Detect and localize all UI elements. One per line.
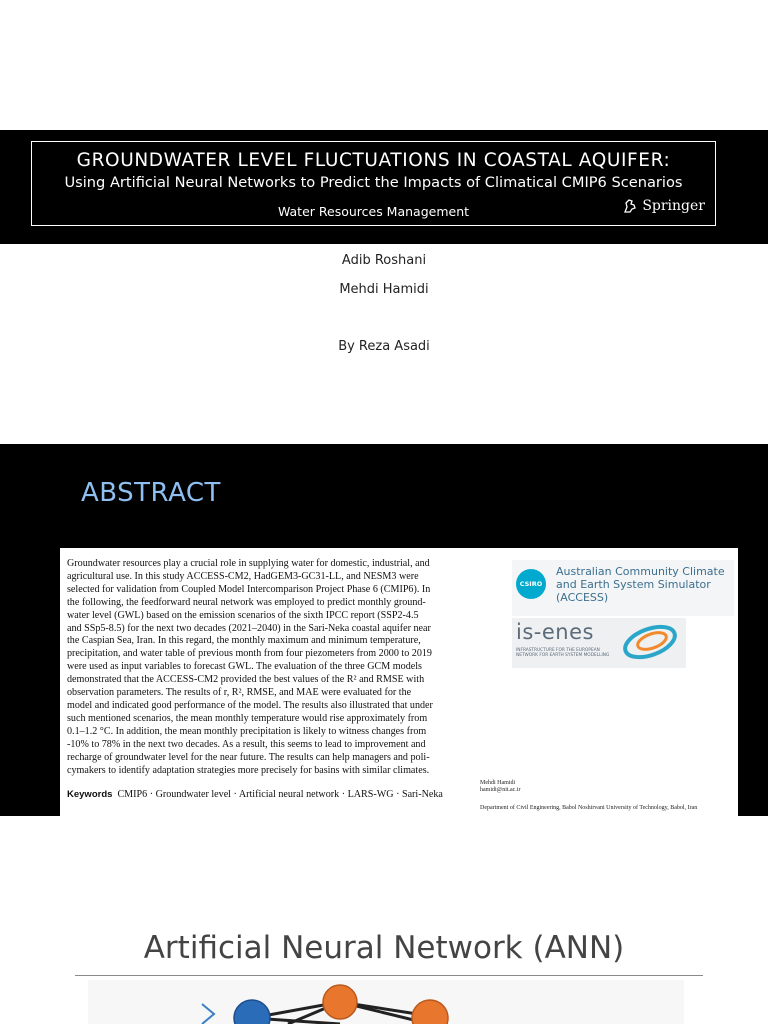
abstract-line: agricultural use. In this study ACCESS-CM2, HadGEM3-GC31-LL, and NESM3 were bbox=[67, 570, 419, 582]
keywords-list: CMIP6 · Groundwater level · Artificial neural network · LARS-WG · Sari-Neka bbox=[117, 789, 443, 801]
paper-subtitle: Using Artificial Neural Networks to Predict the Impacts of Climatical CMIP6 Scenarios bbox=[64, 174, 683, 191]
paper-title: GROUNDWATER LEVEL FLUCTUATIONS IN COASTAL AQUIFER: bbox=[76, 150, 671, 171]
title-banner bbox=[0, 130, 768, 244]
abstract-line: were used as input variables to forecast GWL. The evaluation of the three GCM models bbox=[67, 661, 422, 673]
isenes-tagline: INFRASTRUCTURE FOR THE EUROPEAN NETWORK FOR EARTH SYSTEM MODELLING bbox=[516, 648, 610, 658]
springer-horse-icon bbox=[622, 198, 638, 214]
abstract-line: recharge of groundwater level for the near future. The results can help managers and poli- bbox=[67, 751, 430, 763]
abstract-line: selected for validation from Coupled Model Intercomparison Project Phase 6 (CMIP6). In bbox=[67, 583, 431, 595]
abstract-line: -10% to 78% in the next two decades. As a result, this seems to lead to improvement and bbox=[67, 738, 426, 750]
hidden-node bbox=[323, 985, 357, 1019]
heading-rule bbox=[75, 975, 703, 976]
isenes-swirl-icon bbox=[616, 620, 684, 666]
logos-panel bbox=[466, 548, 738, 816]
journal-name: Water Resources Management bbox=[277, 204, 470, 219]
ann-heading: Artificial Neural Network (ANN) bbox=[143, 930, 625, 966]
keywords-line bbox=[67, 789, 462, 800]
presenter: By Reza Asadi bbox=[338, 339, 430, 354]
csiro-badge: CSIRO bbox=[516, 569, 546, 599]
corresponding-author bbox=[480, 780, 521, 794]
abstract-line: model and indicated good performance of the model. The results also illustrated that under bbox=[67, 699, 433, 711]
paper-excerpt bbox=[0, 548, 768, 816]
author-2: Mehdi Hamidi bbox=[339, 282, 429, 297]
isenes-logo bbox=[512, 618, 686, 668]
abstract-line: precipitation, and water table of previous month from four piezometers from 2000 to 2019 bbox=[67, 648, 432, 660]
abstract-line: the Caspian Sea, Iran. In this regard, the monthly maximum and minimum temperature, bbox=[67, 635, 421, 647]
abstract-line: water level (GWL) based on the emission scenarios of the sixth IPCC report (SSP2-4.5 bbox=[67, 609, 419, 621]
abstract-line: 0.1–1.2 °C. In addition, the mean monthly precipitation is likely to witness changes from bbox=[67, 725, 427, 737]
abstract-line: such mentioned scenarios, the mean monthly temperature would rise approximately from bbox=[67, 712, 428, 724]
abstract-line: and SSp5-8.5) for the next two decades (2021–2040) in the Sari-Neka coastal aquifer near bbox=[67, 622, 431, 634]
access-logo-text: Australian Community Climate and Earth System Simulator (ACCESS) bbox=[556, 565, 725, 604]
corresponding-author-email: hamidi@nit.ac.ir bbox=[480, 787, 521, 793]
abstract-banner bbox=[0, 444, 768, 548]
abstract-line: demonstrated that the ACCESS-CM2 provided the best values of the R² and RMSE with bbox=[67, 674, 425, 686]
abstract-line: cymakers to identify adaptation strategies more precisely for basins with similar climates. bbox=[67, 764, 430, 776]
corresponding-author-name: Mehdi Hamidi bbox=[480, 780, 516, 786]
abstract-line: the following, the feedforward neural network was employed to predict monthly ground- bbox=[67, 596, 426, 608]
keywords-label: Keywords bbox=[67, 789, 113, 801]
affiliation: Department of Civil Engineering, Babol Noshirvani University of Technology, Babol, Iran bbox=[480, 805, 698, 811]
abstract-line: observation parameters. The results of r, R², RMSE, and MAE were evaluated for the bbox=[67, 687, 412, 699]
author-1: Adib Roshani bbox=[341, 253, 427, 268]
abstract-line: Groundwater resources play a crucial role in supplying water for domestic, industrial, and bbox=[67, 558, 430, 569]
access-logo bbox=[512, 560, 734, 616]
neural-network-figure bbox=[88, 980, 684, 1024]
isenes-name: is-enes bbox=[516, 620, 594, 644]
abstract-excerpt bbox=[60, 548, 466, 816]
springer-logo bbox=[622, 198, 705, 214]
abstract-heading: ABSTRACT bbox=[81, 478, 221, 508]
abstract-body bbox=[67, 558, 462, 777]
publisher-name: Springer bbox=[642, 198, 705, 214]
title-frame bbox=[31, 141, 716, 226]
